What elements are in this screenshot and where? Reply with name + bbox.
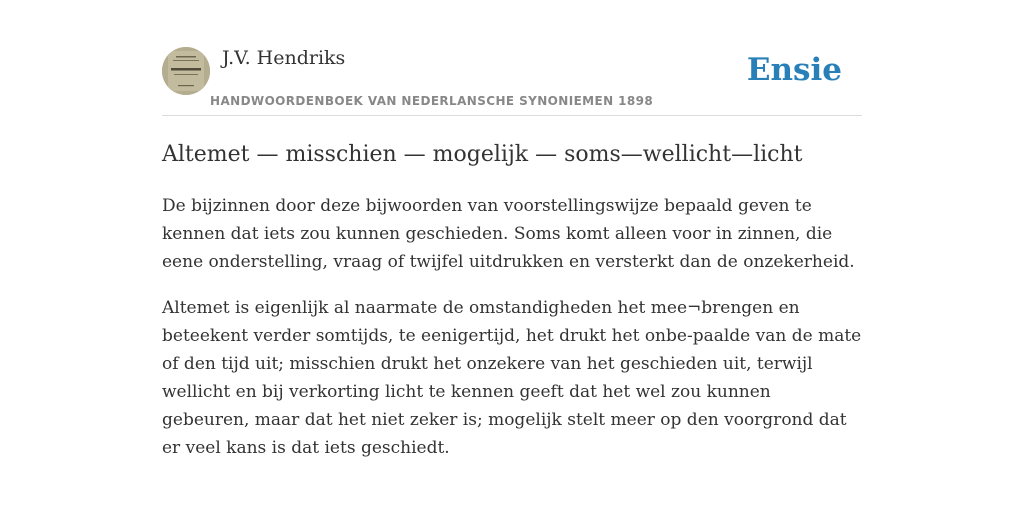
- book-cover-icon[interactable]: [162, 47, 210, 95]
- entry-card: [162, 40, 862, 462]
- entry-title: Altemet — misschien — mogelijk — soms—wellicht—licht: [162, 142, 803, 167]
- entry-paragraph: De bijzinnen door deze bijwoorden van voorstellingswijze bepaald geven te kennen dat iets zou kunnen geschieden. Soms komt alleen voor in zinnen, die eene onderstelling, vraag of twijfel uitdrukken en versterkt dan de onzekerheid.: [162, 196, 855, 272]
- entry-paragraph: Altemet is eigenlijk al naarmate de omstandigheden het mee¬brengen en beteekent verder somtijds, te eenigertijd, het drukt het onbe-paalde van de mate of den tijd uit; misschien drukt het onzekere van het geschieden uit, terwijl wellicht en bij verkorting licht te kennen geeft dat het wel zou kunnen gebeuren, maar dat het niet zeker is; mogelijk stelt meer op den voorgrond dat er veel kans is dat iets geschiedt.: [162, 298, 862, 458]
- source-title[interactable]: HANDWOORDENBOEK VAN NEDERLANSCHE SYNONIEMEN 1898: [210, 94, 654, 108]
- entry-header: [162, 40, 862, 116]
- author-name[interactable]: J.V. Hendriks: [222, 47, 346, 69]
- brand-logo[interactable]: Ensie: [746, 52, 842, 88]
